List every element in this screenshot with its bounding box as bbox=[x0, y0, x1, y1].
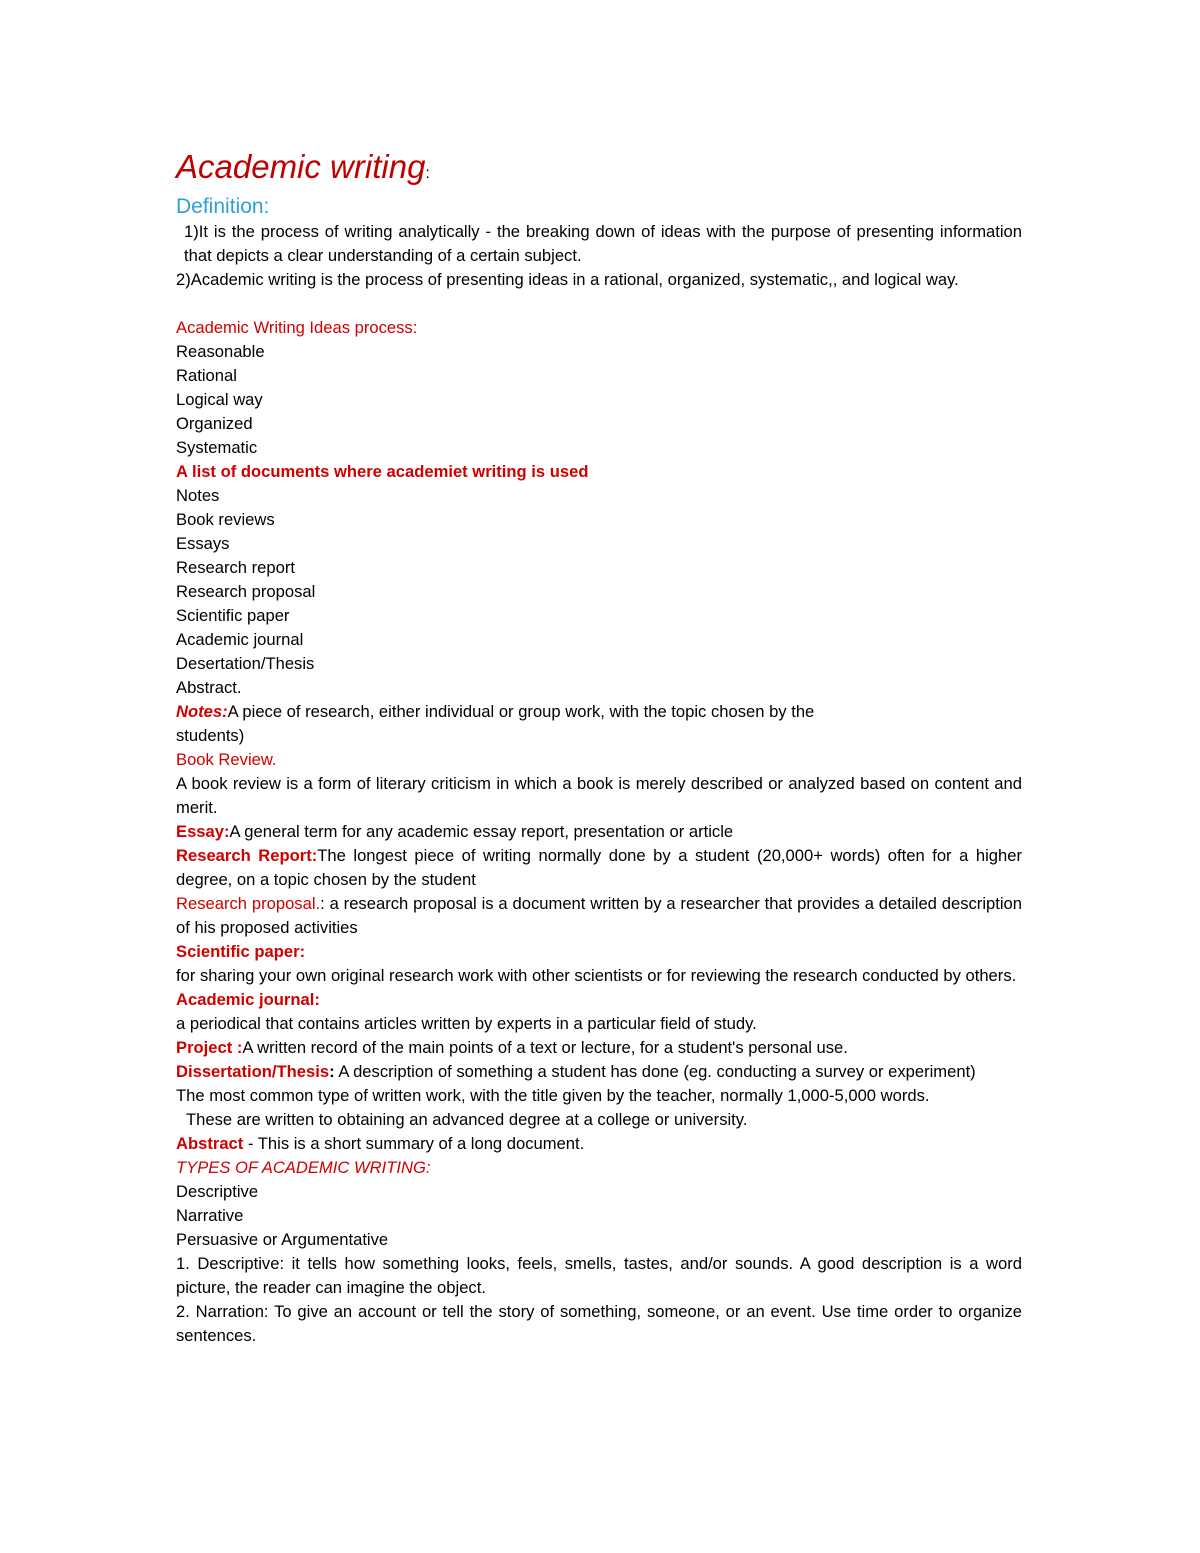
research-report-text: The longest piece of writing normally done by a student (20,000+ words) often for a higher degree, on a topic chosen by the student bbox=[176, 846, 1022, 889]
definition-heading: Definition: bbox=[176, 195, 270, 218]
definition-2: 2)Academic writing is the process of presenting ideas in a rational, organized, systematic,, and logical way. bbox=[176, 270, 959, 289]
book-review-text: A book review is a form of literary criticism in which a book is merely described or analyzed based on content and merit. bbox=[176, 774, 1022, 817]
type-descriptive-text: 1. Descriptive: it tells how something looks, feels, smells, tastes, and/or sounds. A good description is a word picture, the reader can imagine the object. bbox=[176, 1254, 1022, 1297]
idea-item: Rational bbox=[176, 366, 237, 385]
page-title: Academic writing bbox=[176, 148, 426, 185]
essay-entry bbox=[176, 820, 1022, 844]
abstract-text: - This is a short summary of a long document. bbox=[243, 1134, 585, 1153]
research-proposal-text: : a research proposal is a document written by a researcher that provides a detailed description of his proposed activities bbox=[176, 894, 1022, 937]
type-item: Persuasive or Argumentative bbox=[176, 1230, 389, 1249]
abstract-entry bbox=[176, 1132, 1022, 1156]
dissertation-text-2: The most common type of written work, with the title given by the teacher, normally 1,000-5,000 words. bbox=[176, 1086, 930, 1105]
research-proposal-entry bbox=[176, 892, 1022, 940]
essay-label: Essay: bbox=[176, 822, 230, 841]
idea-item: Logical way bbox=[176, 390, 263, 409]
research-proposal-label: Research proposal. bbox=[176, 894, 321, 913]
types-heading: TYPES OF ACADEMIC WRITING: bbox=[176, 1158, 431, 1177]
dissertation-text: A description of something a student has done (eg. conducting a survey or experiment) bbox=[334, 1062, 976, 1081]
document-item: Desertation/Thesis bbox=[176, 654, 315, 673]
book-review-label: Book Review. bbox=[176, 750, 277, 769]
notes-text-continued: students) bbox=[176, 726, 245, 745]
notes-label: Notes: bbox=[176, 702, 228, 721]
project-label: Project : bbox=[176, 1038, 243, 1057]
ideas-heading: Academic Writing Ideas process: bbox=[176, 318, 418, 337]
document-item: Academic journal bbox=[176, 630, 304, 649]
scientific-paper-text: for sharing your own original research work with other scientists or for reviewing the research conducted by others. bbox=[176, 966, 1017, 985]
document-item: Essays bbox=[176, 534, 230, 553]
dissertation-text-3: These are written to obtaining an advanced degree at a college or university. bbox=[186, 1110, 748, 1129]
document-item: Research report bbox=[176, 558, 295, 577]
project-entry bbox=[176, 1036, 1022, 1060]
idea-item: Reasonable bbox=[176, 342, 265, 361]
document-item: Research proposal bbox=[176, 582, 316, 601]
notes-text: A piece of research, either individual or group work, with the topic chosen by the bbox=[227, 702, 815, 721]
dissertation-label: Dissertation/Thesis bbox=[176, 1062, 330, 1081]
dissertation-colon: : bbox=[329, 1062, 335, 1081]
research-report-entry bbox=[176, 844, 1022, 892]
research-report-label: Research Report: bbox=[176, 846, 318, 865]
dissertation-entry bbox=[176, 1060, 1022, 1084]
document-body bbox=[176, 140, 1022, 1348]
essay-text: A general term for any academic essay report, presentation or article bbox=[229, 822, 734, 841]
idea-item: Organized bbox=[176, 414, 253, 433]
type-item: Descriptive bbox=[176, 1182, 259, 1201]
title-colon: : bbox=[425, 165, 430, 182]
type-narration-text: 2. Narration: To give an account or tell the story of something, someone, or an event. Use time order to organize sentences. bbox=[176, 1302, 1022, 1345]
abstract-label: Abstract bbox=[176, 1134, 244, 1153]
definition-1: 1)It is the process of writing analytically - the breaking down of ideas with the purpose of presenting information that depicts a clear understanding of a certain subject. bbox=[184, 222, 1022, 265]
document-item: Abstract. bbox=[176, 678, 242, 697]
notes-entry bbox=[176, 700, 1022, 724]
document-item: Notes bbox=[176, 486, 220, 505]
academic-journal-label: Academic journal: bbox=[176, 990, 320, 1009]
scientific-paper-label: Scientific paper: bbox=[176, 942, 306, 961]
academic-journal-text: a periodical that contains articles written by experts in a particular field of study. bbox=[176, 1014, 757, 1033]
documents-heading: A list of documents where academiet writing is used bbox=[176, 462, 589, 481]
document-item: Book reviews bbox=[176, 510, 275, 529]
project-text: A written record of the main points of a text or lecture, for a student's personal use. bbox=[242, 1038, 848, 1057]
type-item: Narrative bbox=[176, 1206, 244, 1225]
document-item: Scientific paper bbox=[176, 606, 290, 625]
spacer bbox=[176, 292, 1022, 316]
idea-item: Systematic bbox=[176, 438, 258, 457]
title-line bbox=[176, 140, 1022, 194]
